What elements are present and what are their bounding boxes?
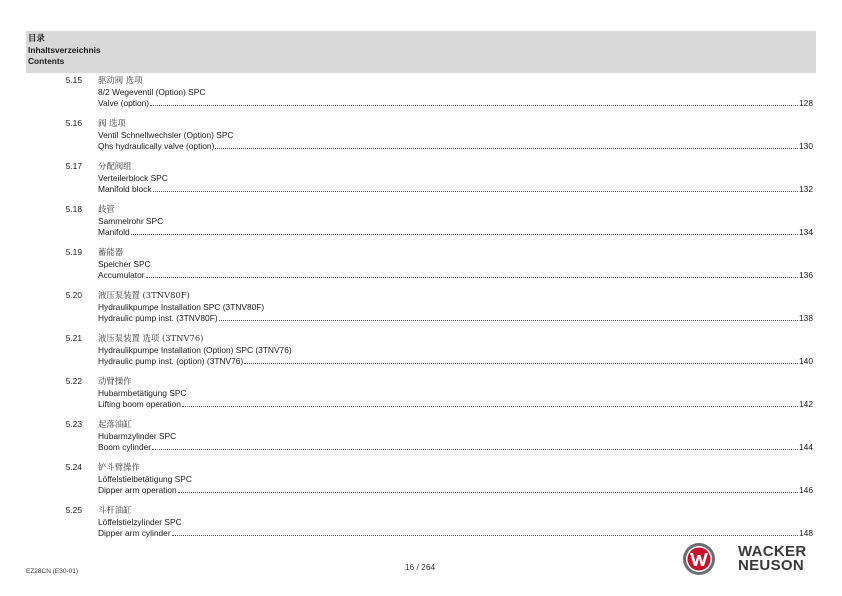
toc-entry-number: 5.24 xyxy=(65,462,82,472)
toc-entry[interactable] xyxy=(0,288,842,328)
toc-entry-number: 5.15 xyxy=(65,75,82,85)
toc-entry[interactable] xyxy=(0,374,842,414)
header-title-zh: 目录 xyxy=(28,33,45,43)
toc-entry[interactable] xyxy=(0,245,842,285)
toc-entry-line xyxy=(98,270,813,280)
toc-entry-title-de: Hydraulikpumpe Installation (Option) SPC (3TNV76) xyxy=(98,345,292,355)
toc-entry-title-en: Dipper arm cylinder xyxy=(98,528,171,538)
toc-entry-title-de: Löffelstielzylinder SPC xyxy=(98,517,182,527)
toc-entry-page[interactable]: 136 xyxy=(799,270,813,280)
toc-entry[interactable] xyxy=(0,159,842,199)
toc-entry-title-zh: 歧管 xyxy=(98,204,115,214)
toc-entry-title-zh: 蓄能器 xyxy=(98,247,124,257)
toc-entry[interactable] xyxy=(0,503,842,543)
header-title-de: Inhaltsverzeichnis xyxy=(28,44,101,55)
toc-entry[interactable] xyxy=(0,73,842,113)
toc-entry-line xyxy=(98,528,813,538)
toc-entry-line xyxy=(98,442,813,452)
toc-entry-title-en: Accumulator xyxy=(98,270,145,280)
toc-entry-page[interactable]: 144 xyxy=(799,442,813,452)
wacker-neuson-logo-icon xyxy=(682,542,716,576)
dot-leader xyxy=(172,528,798,536)
toc-entry-title-zh: 液压泵装置 选项 (3TNV76) xyxy=(98,333,204,343)
dot-leader xyxy=(182,399,798,407)
toc-entry-title-en: Manifold block xyxy=(98,184,152,194)
toc-entry-title-zh: 铲斗臂操作 xyxy=(98,462,140,472)
toc-entry-title-de: Löffelstielbetätigung SPC xyxy=(98,474,192,484)
toc-entry-page[interactable]: 130 xyxy=(799,141,813,151)
dot-leader xyxy=(152,442,798,450)
brand-wordmark xyxy=(738,545,818,573)
toc-entry-line xyxy=(98,399,813,409)
toc-entry-title-de: Ventil Schnellwechsler (Option) SPC xyxy=(98,130,234,140)
toc-entry-number: 5.17 xyxy=(65,161,82,171)
header-title-en: Contents xyxy=(28,56,65,66)
toc-entry-number: 5.16 xyxy=(65,118,82,128)
dot-leader xyxy=(215,141,798,149)
toc-entry-title-zh: 分配阀组 xyxy=(98,161,132,171)
toc-entry-title-de: Hubarmbetätigung SPC xyxy=(98,388,187,398)
toc-entry-page[interactable]: 146 xyxy=(799,485,813,495)
toc-entry-title-en: Lifting boom operation xyxy=(98,399,181,409)
toc-entry-title-de: Speicher SPC xyxy=(98,259,151,269)
toc-entry-line xyxy=(98,313,813,323)
toc-entry-number: 5.18 xyxy=(65,204,82,214)
dot-leader xyxy=(244,356,798,364)
dot-leader xyxy=(131,227,798,235)
toc-entry-number: 5.25 xyxy=(65,505,82,515)
dot-leader xyxy=(153,184,798,192)
toc-entry-title-zh: 阀 选项 xyxy=(98,118,126,128)
toc-entry-title-en: Manifold xyxy=(98,227,130,237)
toc-entry[interactable] xyxy=(0,116,842,156)
toc-entry-line xyxy=(98,485,813,495)
toc-entry[interactable] xyxy=(0,417,842,457)
brand-line-1: WACKER xyxy=(738,543,807,560)
toc-entry-line xyxy=(98,98,813,108)
toc-entry-title-zh: 驱动阀 选项 xyxy=(98,75,143,85)
toc-entry[interactable] xyxy=(0,202,842,242)
toc-entry-title-de: Verteilerblock SPC xyxy=(98,173,168,183)
dot-leader xyxy=(219,313,798,321)
document-code: EZ28CN (E30-01) xyxy=(26,568,79,575)
dot-leader xyxy=(150,98,798,106)
toc-entry-title-en: Hydraulic pump inst. (3TNV80F) xyxy=(98,313,218,323)
toc-entry-title-zh: 动臂操作 xyxy=(98,376,132,386)
toc-entry-line xyxy=(98,141,813,151)
toc-entry-title-de: Hubarmzylinder SPC xyxy=(98,431,177,441)
toc-entry-page[interactable]: 148 xyxy=(799,528,813,538)
toc-entry-number: 5.23 xyxy=(65,419,82,429)
toc-entry-number: 5.22 xyxy=(65,376,82,386)
dot-leader xyxy=(146,270,798,278)
toc-entry-number: 5.20 xyxy=(65,290,82,300)
toc-entry-line xyxy=(98,227,813,237)
toc-entry[interactable] xyxy=(0,331,842,371)
toc-entry-number: 5.21 xyxy=(65,333,82,343)
toc-entry-number: 5.19 xyxy=(65,247,82,257)
toc-entry-line xyxy=(98,356,813,366)
toc-entry-page[interactable]: 140 xyxy=(799,356,813,366)
page-indicator: 16 / 264 xyxy=(404,562,436,572)
toc-entry-title-en: Dipper arm operation xyxy=(98,485,177,495)
toc-entry-title-en: Boom cylinder xyxy=(98,442,152,452)
toc-entry-page[interactable]: 128 xyxy=(799,98,813,108)
toc-entry-title-zh: 起落油缸 xyxy=(98,419,132,429)
toc-entry-page[interactable]: 132 xyxy=(799,184,813,194)
toc-entry-title-en: Hydraulic pump inst. (option) (3TNV76) xyxy=(98,356,244,366)
toc-entry[interactable] xyxy=(0,460,842,500)
toc-entry-line xyxy=(98,184,813,194)
toc-entry-title-en: Valve (option) xyxy=(98,98,150,108)
toc-entry-title-de: 8/2 Wegeventil (Option) SPC xyxy=(98,87,206,97)
toc-header xyxy=(26,31,816,73)
toc-entry-page[interactable]: 138 xyxy=(799,313,813,323)
dot-leader xyxy=(178,485,798,493)
toc-entry-title-de: Hydraulikpumpe Installation SPC (3TNV80F) xyxy=(98,302,265,312)
toc-entry-page[interactable]: 134 xyxy=(799,227,813,237)
toc-entry-page[interactable]: 142 xyxy=(799,399,813,409)
toc-entry-title-zh: 斗杆油缸 xyxy=(98,505,132,515)
brand-line-2: NEUSON xyxy=(738,557,804,574)
toc-entry-title-en: Qhs hydraulically valve (option) xyxy=(98,141,215,151)
toc-entry-title-de: Sammelrohr SPC xyxy=(98,216,164,226)
toc-entry-title-zh: 液压泵装置 (3TNV80F) xyxy=(98,290,190,300)
